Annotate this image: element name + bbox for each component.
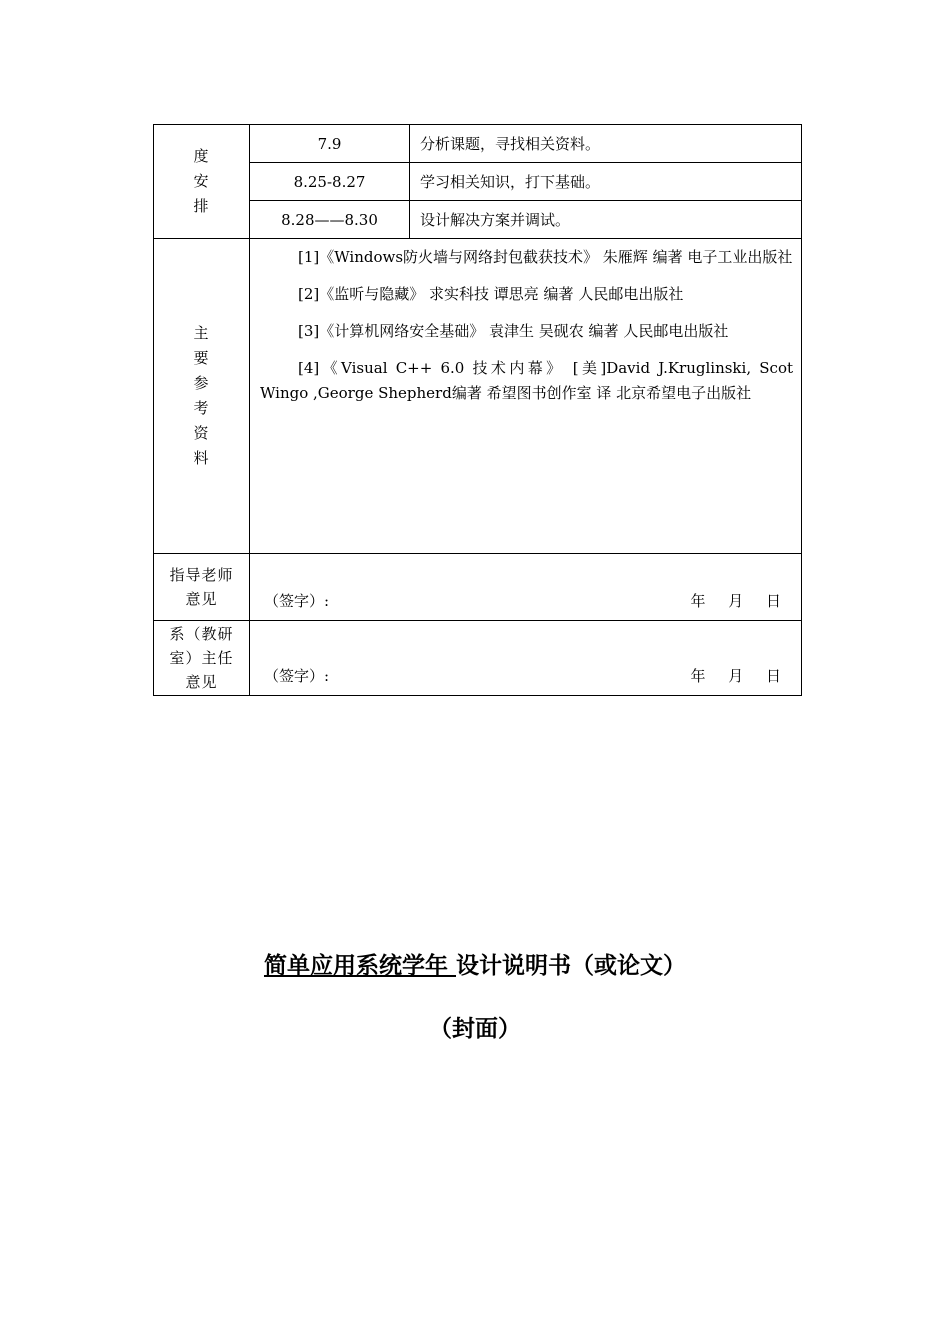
label-char: 资: [193, 424, 210, 442]
schedule-date: 7.9: [250, 125, 410, 163]
schedule-row: [154, 125, 802, 163]
reference-item: [3]《计算机网络安全基础》 袁津生 吴砚农 编著 人民邮电出版社: [298, 322, 729, 340]
advisor-opinion-cell[interactable]: [250, 554, 802, 621]
schedule-task: 设计解决方案并调试。: [410, 201, 802, 239]
label-line: 指导老师: [169, 566, 234, 584]
task-book-table: [153, 124, 802, 696]
references-row: [154, 239, 802, 554]
cover-title: [0, 947, 950, 980]
label-line: 系（教研: [169, 625, 234, 643]
advisor-row: [154, 554, 802, 621]
advisor-label: [154, 554, 250, 621]
label-char: 料: [193, 449, 210, 467]
schedule-date: 8.25-8.27: [250, 163, 410, 201]
director-date: 年 月 日: [690, 667, 781, 685]
reference-item: [2]《监听与隐藏》 求实科技 谭思亮 编著 人民邮电出版社: [298, 285, 684, 303]
label-line: 意见: [185, 590, 218, 608]
label-char: 考: [193, 399, 210, 417]
reference-item: [1]《Windows防火墙与网络封包截获技术》 朱雁辉 编著 电子工业出版社: [298, 248, 793, 266]
label-char: 排: [193, 197, 210, 215]
advisor-signature: （签字）:: [264, 592, 330, 610]
label-char: 要: [193, 349, 210, 367]
references-label: [154, 239, 250, 554]
schedule-task: 学习相关知识，打下基础。: [410, 163, 802, 201]
references-list: [250, 239, 802, 554]
label-char: 安: [193, 172, 210, 190]
schedule-row: [154, 163, 802, 201]
cover-title-rest: 设计说明书（或论文）: [456, 953, 686, 979]
director-signature: （签字）:: [264, 667, 330, 685]
director-label: [154, 621, 250, 696]
schedule-task: 分析课题，寻找相关资料。: [410, 125, 802, 163]
schedule-date: 8.28——8.30: [250, 201, 410, 239]
director-opinion-cell[interactable]: [250, 621, 802, 696]
reference-item: [4]《Visual C++ 6.0 技术内幕》 [美]David J.Kruglinski, Scot Wingo ,George Shepherd编著 希望图书创作室 译 北京希望电子出版社: [260, 359, 793, 402]
label-char: 参: [193, 374, 210, 392]
cover-title-underlined: 简单应用系统学年: [263, 953, 456, 979]
cover-subtitle: （封面）: [429, 1016, 521, 1042]
label-line: 意见: [185, 673, 218, 691]
label-char: 度: [193, 147, 210, 165]
advisor-date: 年 月 日: [690, 592, 781, 610]
director-row: [154, 621, 802, 696]
schedule-row: [154, 201, 802, 239]
label-line: 室）主任: [169, 649, 234, 667]
schedule-label: [154, 125, 250, 239]
label-char: 主: [193, 324, 210, 342]
